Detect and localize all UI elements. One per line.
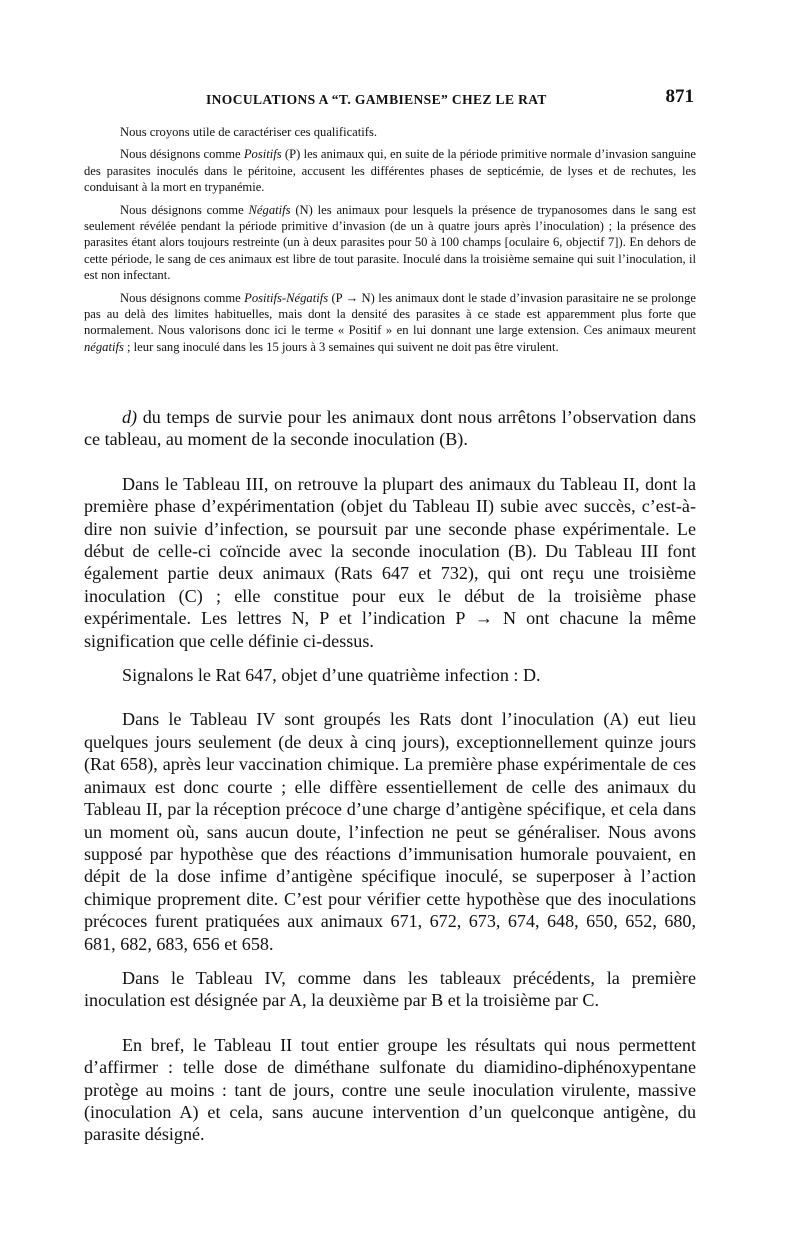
note-negatifs: [84, 202, 696, 284]
page-number: 871: [665, 86, 694, 107]
term-negatifs-2: négatifs: [84, 339, 124, 354]
paragraph-tableau-4: Dans le Tableau IV sont groupés les Rats dont l’inoculation (A) eut lieu quelques jours seulement (de deux à cinq jours), exceptionnellement quinze jours (Rat 658), après leur vaccination chimique. La première phase expérimentale de ces animaux est donc courte ; elle diffère essentiellement de celle des animaux du Tableau II, par la réception précoce d’une charge d’antigène spécifique, et cela dans un moment où, sans aucun doute, l’infection ne peut se généraliser. Nous avons supposé par hypothèse que des réactions d’immunisation humorale pouvaient, en dépit de la dose infime d’antigène spécifique inoculé, se superposer à l’action chimique proprement dite. C’est pour vérifier cette hypothèse que des inoculations précoces furent pratiquées aux animaux 671, 672, 673, 674, 648, 650, 652, 680, 681, 682, 683, 656 et 658.: [84, 709, 696, 954]
paragraph-conclusion: En bref, le Tableau II tout entier groupe les résultats qui nous permettent d’affirmer : telle dose de diméthane sulfonate du diamidino-diphénoxypentane protège au moins : tant de jours, contre une seule inoculation virulente, massive (inoculation A) et cela, sans aucune intervention d’un quelconque antigène, du parasite désigné.: [84, 1034, 696, 1145]
definitions-notes: [84, 124, 696, 361]
term-positifs: Positifs: [243, 147, 282, 162]
note-intro: Nous croyons utile de caractériser ces qualificatifs.: [120, 125, 378, 139]
term-negatifs: Négatifs: [248, 202, 291, 217]
paragraph-tableau-3: Dans le Tableau III, on retrouve la plupart des animaux du Tableau II, dont la première phase d’expérimentation (objet du Tableau II) subie avec succès, c’est-à-dire non suivie d’infection, se poursuit par une seconde phase expérimentale. Le début de celle-ci coïncide avec la seconde inoculation (B). Du Tableau III font également partie deux animaux (Rats 647 et 732), qui ont reçu une troisième inoculation (C) ; elle constitue pour eux le début de la troisième phase expérimentale. Les lettres N, P et l’indication P → N ont chacune la même signification que celle définie ci-dessus.: [84, 473, 696, 651]
page-header: [84, 86, 694, 116]
paragraph-tableau-4-inoculations: Dans le Tableau IV, comme dans les tableaux précédents, la première inoculation est désignée par A, la deuxième par B et la troisième par C.: [84, 967, 696, 1011]
note-positifs-negatifs: [84, 290, 696, 356]
note-negatifs-lead: Nous désignons comme: [120, 202, 249, 217]
note-positifs-text: (P) les animaux qui, en suite de la période primitive normale d’invasion sanguine des parasites inoculés dans le péritoine, accusent les différentes phases de septicémie, de lyses et de rechutes, les conduisant à la mort en trypanémie.: [84, 147, 696, 195]
term-positifs-negatifs: Positifs-Négatifs: [244, 290, 329, 305]
item-d-text: du temps de survie pour les animaux dont nous arrêtons l’observation dans ce tableau, au moment de la seconde inoculation (B).: [84, 407, 696, 450]
note-negatifs-text: (N) les animaux pour lesquels la présence de trypanosomes dans le sang est seulement révélée pendant la période primitive d’invasion (de un à quatre jours après l’inoculation) ; la présence des parasites étant alors toujours restreinte (un à deux parasites pour 50 à 100 champs [oculaire 6, objectif 7]). En dehors de cette période, le sang de ces animaux est libre de tout parasite. Inoculé dans la troisième semaine qui suit l’inoculation, il est non infectant.: [84, 202, 696, 283]
main-text: [84, 406, 696, 1158]
paragraph-rat-647: Signalons le Rat 647, objet d’une quatrième infection : D.: [122, 665, 541, 686]
note-pn-text-2: ; leur sang inoculé dans les 15 jours à 3 semaines qui suivent ne doit pas être virulent.: [123, 339, 559, 354]
item-d-label: d): [122, 407, 138, 427]
note-pn-text-1: (P → N) les animaux dont le stade d’invasion parasitaire ne se prolonge pas au delà des limites habituelles, mais dont la densité des parasites à ce stade est apparemment plus forte que normalement. Nous valorisons donc ici le terme « Positif » en lui donnant une large extension. Ces animaux meurent: [84, 290, 696, 338]
note-positifs: [84, 146, 696, 195]
note-positifs-lead: Nous désignons comme: [120, 147, 244, 162]
running-title: INOCULATIONS A “T. GAMBIENSE” CHEZ LE RAT: [206, 92, 547, 107]
note-pn-lead: Nous désignons comme: [120, 290, 245, 305]
item-d: [84, 406, 696, 451]
